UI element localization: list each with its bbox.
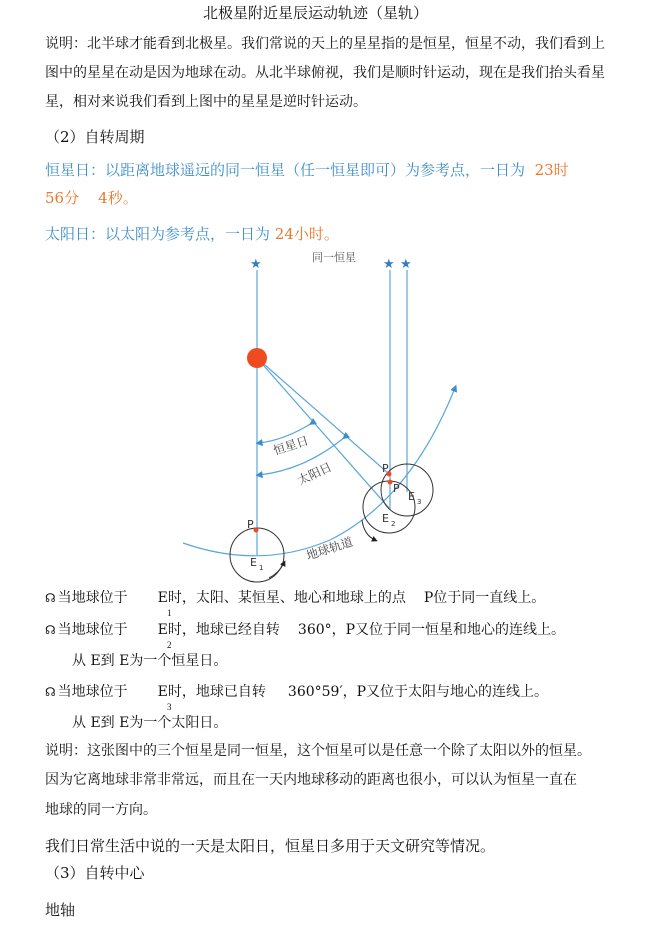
- sun-icon: [247, 348, 267, 368]
- intro-line: 星，相对来说我们看到上图中的星星是逆时针运动。: [45, 94, 367, 110]
- note-line: 说明：这张图中的三个恒星是同一恒星，这个恒星可以是任意一个除了太阳以外的恒星。: [45, 743, 591, 759]
- subscript: 1: [167, 608, 172, 618]
- section-heading: （2）自转周期: [45, 128, 145, 146]
- bullet-item: [45, 684, 548, 700]
- page-title: 北极星附近星辰运动轨迹（星轨）: [203, 4, 429, 22]
- sidereal-seconds: 4秒。: [98, 189, 138, 207]
- p-label: P: [247, 518, 254, 531]
- bullet-text: P位于同一直线上。: [423, 590, 546, 606]
- bullet-text: E时，地球已自转: [157, 684, 266, 700]
- subscript: 3: [167, 702, 172, 712]
- star-icon: ★: [400, 257, 412, 272]
- e3-label: E: [408, 490, 415, 503]
- sidereal-label: 恒星日：以距离地球遥远的同一恒星（任一恒星即可）为参考点，一日为: [45, 161, 526, 179]
- bullet-text: 当地球位于: [57, 684, 128, 700]
- intro-line: 图中的星星在动是因为地球在动。从北半球俯视，我们是顺时针运动，现在是我们抬头看星: [45, 65, 605, 81]
- e1-label: E: [250, 556, 257, 569]
- star-icon: ★: [383, 257, 395, 272]
- solar-label: 太阳日：以太阳为参考点，一日为: [45, 225, 271, 243]
- bullet-item: [45, 590, 545, 606]
- bullet-continuation: 从 E到 E为一个恒星日。: [72, 653, 228, 669]
- p-point: [254, 528, 259, 533]
- bullet-icon: ☊: [45, 623, 56, 637]
- bullet-item: [45, 622, 565, 638]
- bullet-text: 360°59′，P又位于太阳与地心的连线上。: [287, 684, 549, 700]
- p-label: P: [382, 462, 389, 475]
- axis-text: 地轴: [45, 901, 76, 919]
- bullet-continuation: 从 E到 E为一个太阳日。: [72, 715, 228, 731]
- p-point: [388, 480, 393, 485]
- e2-label: E: [382, 512, 389, 525]
- sidereal-day-label: 恒星日: [271, 433, 311, 458]
- p-label: P: [393, 482, 400, 495]
- solar-value: 24小时。: [274, 225, 339, 243]
- sidereal-minutes: 56分: [45, 189, 80, 207]
- same-star-label: 同一恒星: [312, 251, 356, 264]
- earth-e2: [363, 481, 415, 533]
- solar-day-label: 太阳日: [295, 459, 334, 488]
- bullet-icon: ☊: [45, 591, 56, 605]
- bullet-text: E时，太阳、某恒星、地心和地球上的点: [157, 590, 406, 606]
- star-icon: ★: [250, 257, 262, 272]
- sidereal-hours: 23时: [534, 161, 569, 179]
- e1-subscript: 1: [259, 564, 264, 572]
- e3-subscript: 3: [417, 498, 422, 506]
- note-line: 因为它离地球非常非常远，而且在一天内地球移动的距离也很小，可以认为恒星一直在: [45, 772, 577, 788]
- intro-line: 说明：北半球才能看到北极星。我们常说的天上的星星指的是恒星，恒星不动，我们看到上: [45, 36, 605, 52]
- bullet-text: E时，地球已经自转: [157, 622, 280, 638]
- bullet-text: 360°，P又位于同一恒星和地心的连线上。: [297, 622, 566, 638]
- subscript: 2: [167, 640, 172, 650]
- section-heading: （3）自转中心: [45, 864, 145, 882]
- e2-subscript: 2: [391, 520, 396, 528]
- bullet-text: 当地球位于: [57, 622, 128, 638]
- bullet-icon: ☊: [45, 685, 56, 699]
- sun-line: [257, 358, 389, 508]
- bullet-text: 当地球位于: [57, 590, 128, 606]
- note-line: 地球的同一方向。: [45, 802, 157, 818]
- orbit-label: 地球轨道: [304, 534, 355, 563]
- daily-note: 我们日常生活中说的一天是太阳日，恒星日多用于天文研究等情况。: [45, 837, 496, 855]
